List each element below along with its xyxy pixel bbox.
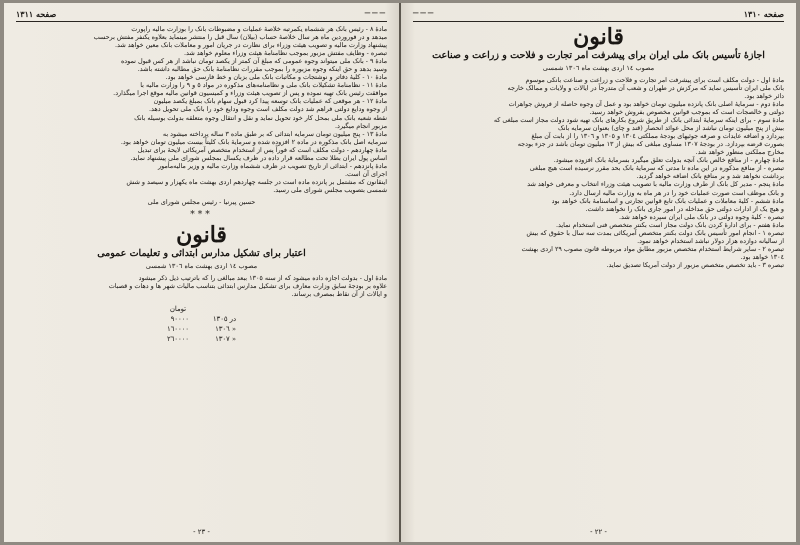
paragraph: دولتی و خالصجات است که بموجب قوانین مخصوص بفروش خواهد رسید.	[589, 108, 784, 117]
paragraph: مادهٔ ١٣ - پنج میلیون تومان سرمایه ابتدائی که بر طبق ماده ٣ ساله پرداخته میشود به	[162, 129, 387, 138]
paragraph: و هیچ یک از ادارات دولتی حق مداخله در امور جاری بانک را نخواهند داشت.	[585, 204, 784, 213]
left-page-body	[16, 25, 387, 194]
paragraph: پیشنهاد وزارت مالیه و تصویب هیئت وزراء برای نظارت در جریان امور و معاملات بانک معین خواهد شد.	[114, 41, 387, 50]
page-folio: - ٢٢ -	[590, 528, 607, 536]
right-page-number: صفحه ١٣١٠	[743, 9, 784, 19]
paragraph: اینقانون که مشتمل بر پانزده ماده است در جلسه چهاردهم اردی بهشت ماه یکهزار و سیصد و شش	[126, 177, 387, 186]
law-title: قانون	[573, 24, 624, 50]
paragraph: و ایالات از آن نقاط بمصرف برساند.	[291, 289, 387, 298]
paragraph: مزبور انجام میگیرد.	[335, 121, 387, 130]
paragraph: مادهٔ دوم - سرمایهٔ اصلی بانک پانزده میلیون تومان خواهد بود و عمل آن وجوه حاصله از فروش جواهرات	[508, 100, 784, 109]
budget-unit-header: تومان	[169, 305, 186, 313]
paragraph: مادهٔ هفتم - برای ادارهٔ کردن بانک دولت مجاز است بکنتر متخصص فنی استخدام نماید.	[555, 220, 784, 229]
signature-line: حسین پیرنیا - رئیس مجلس شورای ملی	[147, 197, 256, 206]
paragraph: مادهٔ ششم - کلیهٔ معاملات و عملیات بانک تابع قوانین تجارتی و اساسنامهٔ بانک خواهد بود	[551, 196, 784, 205]
paragraph: مادهٔ پنجم - مدیر کل بانک از طرف وزارت مالیه با تصویب هیئت وزراء انتخاب و معرفی خواهد شد	[527, 180, 784, 189]
paragraph: بپردازد و اضافه عایدات و صرفه جوئیهای بودجهٔ مملکتی ١٣٠٤ و ١٣٠٥ و ١٣٠٦ را از بابت آن مبلغ	[531, 132, 784, 141]
paragraph: دائر خواهد بود.	[744, 91, 784, 100]
paragraph: مادهٔ چهاردهم - دولت مکلف است که فوراً پس از استخدام متخصص آمریکائی لایحهٔ برای تبدیل	[137, 145, 387, 154]
paragraph: شمسی بتصویب مجلس شورای ملی رسید.	[273, 185, 387, 194]
paragraph: مادهٔ ١٢ - هر موقعی که عملیات بانک توسعه پیدا کرد قبول سهام بانک بمبلغ یکصد میلیون	[153, 97, 387, 106]
paragraph: علاوه بر بودجهٔ سابق وزارت معارف برای تشکیل مدارس ابتدائی بتناسب مالیات شهر ها و دهات و قصبات	[108, 281, 387, 290]
paragraph: مادهٔ ١١ - نظامنامهٔ تشکیلات بانک ملی و نظامنامه‌های مذکوره در مواد ٥ و ٩ را وزارت مالیه با	[140, 81, 387, 90]
law-title: قانون	[176, 221, 227, 248]
law2-body	[16, 274, 387, 298]
page-folio: - ٢٣ -	[193, 528, 210, 536]
left-page	[4, 3, 399, 542]
paragraph: مادهٔ ٨ - رئیس بانک هر ششماه یکمرتبه خلاصهٔ عملیات و مضبوطات بانک را بوزارت مالیه راپورت	[131, 25, 387, 33]
law-date: مصوب ١٤ اردی بهشت ماه ١٣٠٦ شمسی	[145, 261, 258, 270]
paragraph: تبصره ٢ - سایر شرایط استخدام متخصص مزبور مطابق مواد مربوطه قانون مصوب ٢٩ اردی بهشت	[521, 244, 784, 253]
budget-year: « ١٣٠٧	[215, 335, 236, 343]
section-separator-stars: ***	[190, 209, 213, 220]
left-page-number: صفحه ١٣١١	[16, 9, 57, 19]
paragraph: از وجوه ودایع دولتی فراهم شد دولت مکلف است وجوه ودایع خود را بانک ملی تحویل دهد.	[148, 105, 387, 114]
budget-year: « ١٣٠٦	[215, 325, 236, 333]
paragraph: مادهٔ اول - دولت مکلف است برای پیشرفت امر تجارت و فلاحت و زراعت و صناعت بانکی موسوم	[525, 75, 784, 84]
table-row	[155, 324, 248, 334]
paragraph: مادهٔ سوم - برای اینکه سرمایهٔ ابتدائی بانک از طریق شروع بکارهای بانک تهیه شود دولت مجاز است مبلغی که	[493, 116, 784, 125]
right-page	[401, 3, 796, 542]
paragraph: بیش از پنج میلیون تومان نباشد از محل عوائد انحصار (قند و چای) بعنوان سرمایه بانک	[558, 124, 784, 133]
header-rule-ornament: ───	[413, 9, 436, 19]
law-date: مصوب ١٤ اردی بهشت ماه ١٣٠٦ شمسی	[542, 63, 655, 72]
paragraph: وسید بدهد و حق اینکه وجوه مزبوره را بموجب مقررات نظامنامهٔ بانک حق مطالبه داشته باشد.	[137, 65, 387, 74]
paragraph: موافقت رئیس بانک تهیه نموده و پس از تصویب هیئت وزراء و کمیسیون قوانین مالیه موقع اجرا میگذارد.	[113, 89, 387, 98]
table-row	[155, 314, 248, 324]
paragraph: سرمایه اصل بانک مذکوره در ماده ٢ افزوده شده و سرمایهٔ بانک کلیتاً بیست میلیون تومان خواهد بود.	[120, 137, 387, 146]
paragraph: از سالیانه دوازده هزار دولار نباشد استخدام خواهد نمود.	[637, 236, 784, 245]
paragraph: مادهٔ ٩ - بانک ملی میتواند وجوه عمومی که مبلغ آن کمتر از یکصد تومان نباشد از هر کس قبول نموده	[120, 57, 387, 66]
book-spread	[4, 3, 796, 542]
right-page-body	[413, 76, 784, 269]
paragraph: نقطه شعبه بانک ملی بمحل کار خود تحویل نماید و نقل و انتقال وجوه متعلقه بدولت بوسیله بانک	[134, 113, 387, 122]
paragraph: برداشت نخواهد شد و بر منافع بانک اضافه خواهد گردید.	[636, 172, 784, 181]
paragraph: و بانک موظف است صورت عملیات خود را در هر ماه به وزارت مالیه ارسال دارد.	[569, 188, 784, 197]
table-row	[155, 334, 248, 344]
header-rule-ornament: ───	[364, 9, 387, 19]
paragraph: مخارج مملکتی منظور خواهد شد.	[695, 148, 784, 157]
paragraph: اساس پول ایران بطلا تحت مطالعه قرار داده در ظرف یکسال بمجلس شورای ملی پیشنهاد نماید.	[130, 153, 387, 162]
paragraph: تبصره - از منافع مذکوره در این ماده تا مدتی که سرمایهٔ بانک بحد مقرر نرسیده است هیچ مبلغی	[529, 164, 784, 173]
paragraph: میدهد و در فوروردین ماه هر سال خلاصهٔ حساب (بیلان) سال قبل را منتشر مینماید بعلاوه یکنفر مفتش برحسب	[93, 33, 387, 42]
paragraph: تبصره ١ - انجام امور تأسیس بانک دولت بکنتر متخصص آمریکائی بمدت سه سال با حقوق که بیش	[526, 228, 784, 237]
paragraph: ١٣٠٤ خواهد بود.	[740, 252, 784, 261]
left-page-header	[16, 9, 387, 22]
law-subtitle: اجازهٔ تأسیس بانک ملی ایران برای پیشرفت امر تجارت و فلاحت و زراعت و صناعت	[432, 50, 765, 61]
paragraph: بانک ملی ایران تأسیس نماید که مرکزش در طهران و شعب آن متدرجاً در ایالات و ولایات و ممالک خارجه	[507, 83, 784, 92]
budget-amount: ١٦٠٠٠٠	[167, 325, 189, 333]
right-page-header	[413, 9, 784, 22]
paragraph: بصورت قرضه بپردازد. در بودجهٔ ١٣٠٧ مساوی مبلغی که بیش از ١٣ میلیون تومان باشد در جزء بودجه	[517, 140, 784, 149]
paragraph: تبصره - کلیهٔ وجوه دولتی در بانک ملی ایران سپرده خواهد شد.	[618, 212, 784, 221]
paragraph: مادهٔ چهارم - از منافع خالص بانک آنچه بدولت تعلق میگیرد بسرمایهٔ بانک افزوده میشود.	[553, 156, 784, 165]
budget-year: در ١٣٠٥	[212, 315, 236, 323]
budget-amount: ٩٠٠٠٠	[170, 315, 189, 323]
table-cell	[201, 304, 248, 314]
table-row	[155, 304, 248, 314]
paragraph: تبصره - وظایف مفتش مزبور بموجب نظامنامهٔ هیئت وزراء معلوم خواهد شد.	[183, 49, 387, 58]
budget-amount: ٢٦٠٠٠٠	[167, 335, 189, 343]
law-subtitle: اعتبار برای تشکیل مدارس ابتدائی و تعلیمات عمومی	[97, 247, 306, 259]
paragraph: تبصره ٣ - باید تخصص متخصص مزبور از دولت آمریکا تصدیق نماید.	[606, 260, 784, 269]
paragraph: مادهٔ اول - بدولت اجازه داده میشود که از سنه ١٣٠٥ ببعد مبالغی را که باترتیب ذیل ذکر میشود	[138, 273, 387, 282]
paragraph: مادهٔ پانزدهم - ابتدائی از تاریخ تصویب در ظرف ششماه وزارت مالیه و وزیر مالیه‌مأمور	[158, 161, 387, 170]
paragraph: اجرای آن است.	[345, 169, 387, 178]
budget-table	[155, 304, 248, 344]
paragraph: مادهٔ ١٠ - کلیهٔ دفاتر و نوشتجات و مکاتبات بانک ملی بزبان و خط فارسی خواهد بود.	[165, 73, 387, 82]
